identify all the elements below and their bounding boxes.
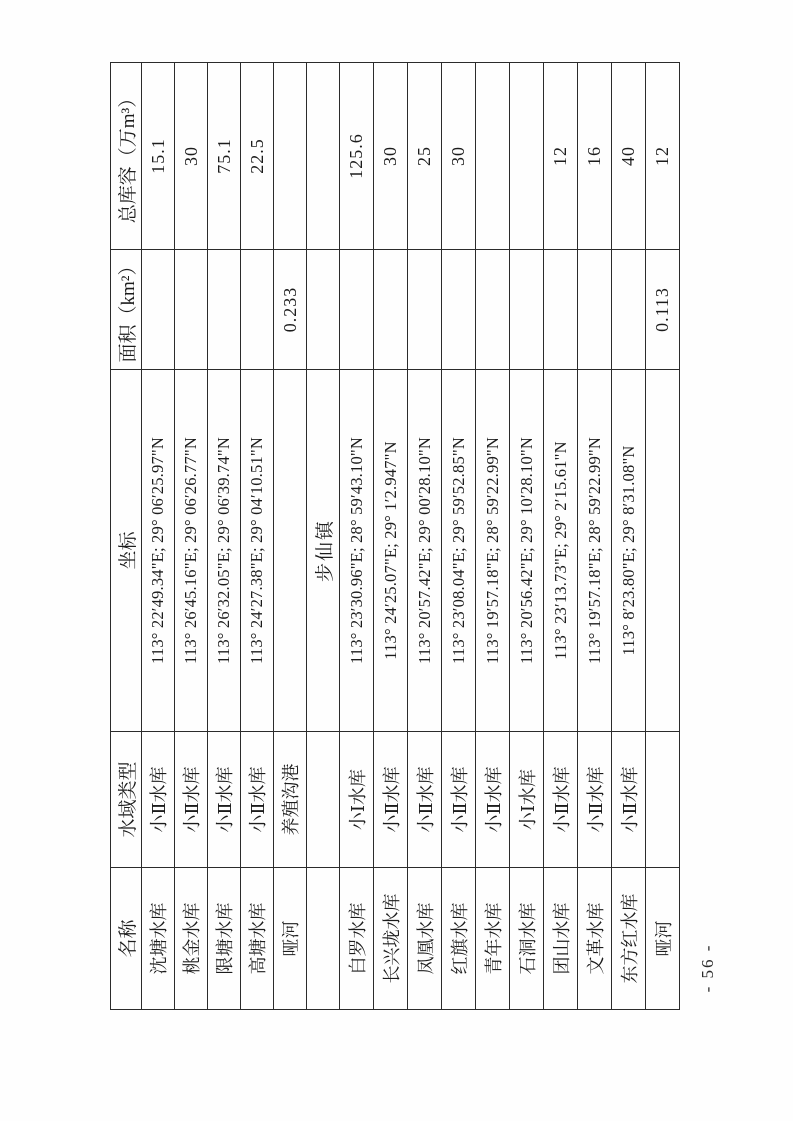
township-section-row (307, 63, 340, 1010)
cell-coordinates: 113° 19′57.18"E; 28° 59′22.99"N (476, 370, 510, 732)
table-row (374, 63, 408, 1010)
cell-area (612, 250, 646, 370)
column-header-coordinates: 坐标 (111, 370, 142, 732)
column-header-water-type: 水域类型 (111, 732, 142, 868)
cell-area (578, 250, 612, 370)
cell-name: 桃金水库 (175, 868, 208, 1010)
cell-water-type: 小Ⅱ水库 (544, 732, 578, 868)
cell-coordinates: 113° 8′23.80"E; 29° 8′31.08"N (612, 370, 646, 732)
cell-capacity: 16 (578, 63, 612, 250)
cell-water-type: 小Ⅱ水库 (578, 732, 612, 868)
table-row (175, 63, 208, 1010)
cell-water-type: 小Ⅱ水库 (374, 732, 408, 868)
cell-coordinates (646, 370, 680, 732)
cell-area (142, 250, 175, 370)
table-row (142, 63, 175, 1010)
table-row (340, 63, 374, 1010)
table-row (274, 63, 307, 1010)
cell-name: 团山水库 (544, 868, 578, 1010)
column-header-name: 名称 (111, 868, 142, 1010)
cell-area (476, 250, 510, 370)
cell-coordinates: 113° 19′57.18"E; 28° 59′22.99"N (578, 370, 612, 732)
cell-area (408, 250, 442, 370)
cell-coordinates: 113° 22′49.34"E; 29° 06′25.97"N (142, 370, 175, 732)
cell-water-type: 小Ⅱ水库 (142, 732, 175, 868)
cell-area (374, 250, 408, 370)
column-header-area: 面积（km²） (111, 250, 142, 370)
cell-name: 文革水库 (578, 868, 612, 1010)
cell-area: 0.233 (274, 250, 307, 370)
cell-water-type: 小Ⅱ水库 (175, 732, 208, 868)
cell-coordinates: 113° 24′27.38"E; 29° 04′10.51"N (241, 370, 274, 732)
cell-water-type: 小Ⅱ水库 (612, 732, 646, 868)
cell-name: 沈塘水库 (142, 868, 175, 1010)
cell-capacity: 12 (544, 63, 578, 250)
cell-area (175, 250, 208, 370)
cell-water-type: 小Ⅱ水库 (208, 732, 241, 868)
cell-area (442, 250, 476, 370)
cell-water-type: 小Ⅱ水库 (476, 732, 510, 868)
cell-water-type: 小Ⅰ水库 (510, 732, 544, 868)
table-row (408, 63, 442, 1010)
column-header-capacity: 总库容（万m³） (111, 63, 142, 250)
cell-empty (307, 732, 340, 868)
cell-capacity (510, 63, 544, 250)
cell-coordinates (274, 370, 307, 732)
cell-capacity (476, 63, 510, 250)
cell-water-type (646, 732, 680, 868)
cell-area (544, 250, 578, 370)
table-row (476, 63, 510, 1010)
cell-capacity: 40 (612, 63, 646, 250)
cell-coordinates: 113° 20′56.42"E; 29° 10′28.10"N (510, 370, 544, 732)
cell-capacity: 30 (442, 63, 476, 250)
cell-coordinates: 113° 26′32.05"E; 29° 06′39.74"N (208, 370, 241, 732)
cell-name: 限塘水库 (208, 868, 241, 1010)
cell-empty (307, 63, 340, 250)
cell-water-type: 养殖沟港 (274, 732, 307, 868)
cell-capacity: 25 (408, 63, 442, 250)
cell-name: 哑河 (274, 868, 307, 1010)
cell-water-type: 小Ⅱ水库 (442, 732, 476, 868)
table-row (646, 63, 680, 1010)
table-row (208, 63, 241, 1010)
table-row (544, 63, 578, 1010)
cell-coordinates: 113° 20′57.42"E; 29° 00′28.10"N (408, 370, 442, 732)
cell-coordinates: 113° 23′30.96"E; 28° 59′43.10"N (340, 370, 374, 732)
page-number: - 56 - (698, 943, 717, 993)
cell-name: 白罗水库 (340, 868, 374, 1010)
cell-coordinates: 113° 23′08.04"E; 29° 59′52.85"N (442, 370, 476, 732)
table-row (612, 63, 646, 1010)
cell-capacity: 15.1 (142, 63, 175, 250)
cell-water-type: 小Ⅱ水库 (241, 732, 274, 868)
cell-area (510, 250, 544, 370)
cell-name: 青年水库 (476, 868, 510, 1010)
cell-name: 长兴垅水库 (374, 868, 408, 1010)
cell-area: 0.113 (646, 250, 680, 370)
cell-name: 东方红水库 (612, 868, 646, 1010)
cell-name: 红旗水库 (442, 868, 476, 1010)
table-row (241, 63, 274, 1010)
table-row (442, 63, 476, 1010)
cell-water-type: 小Ⅱ水库 (408, 732, 442, 868)
cell-name: 哑河 (646, 868, 680, 1010)
cell-name: 石洞水库 (510, 868, 544, 1010)
cell-coordinates: 113° 26′45.16"E; 29° 06′26.77"N (175, 370, 208, 732)
cell-water-type: 小Ⅰ水库 (340, 732, 374, 868)
cell-area (241, 250, 274, 370)
cell-capacity: 125.6 (340, 63, 374, 250)
cell-name: 高塘水库 (241, 868, 274, 1010)
cell-coordinates: 113° 24′25.07"E; 29° 1′2.947"N (374, 370, 408, 732)
cell-capacity: 22.5 (241, 63, 274, 250)
cell-capacity (274, 63, 307, 250)
cell-name: 凤凰水库 (408, 868, 442, 1010)
cell-area (208, 250, 241, 370)
cell-capacity: 30 (374, 63, 408, 250)
cell-capacity: 12 (646, 63, 680, 250)
header-row (111, 63, 142, 1010)
cell-empty (307, 868, 340, 1010)
township-label: 步仙镇 (307, 370, 340, 732)
table-row (510, 63, 544, 1010)
cell-capacity: 75.1 (208, 63, 241, 250)
table-row (578, 63, 612, 1010)
rotated-table-container (110, 63, 674, 1010)
cell-area (340, 250, 374, 370)
cell-empty (307, 250, 340, 370)
water-bodies-table (110, 62, 680, 1010)
cell-coordinates: 113° 23′13.73"E; 29° 2′15.61"N (544, 370, 578, 732)
cell-capacity: 30 (175, 63, 208, 250)
